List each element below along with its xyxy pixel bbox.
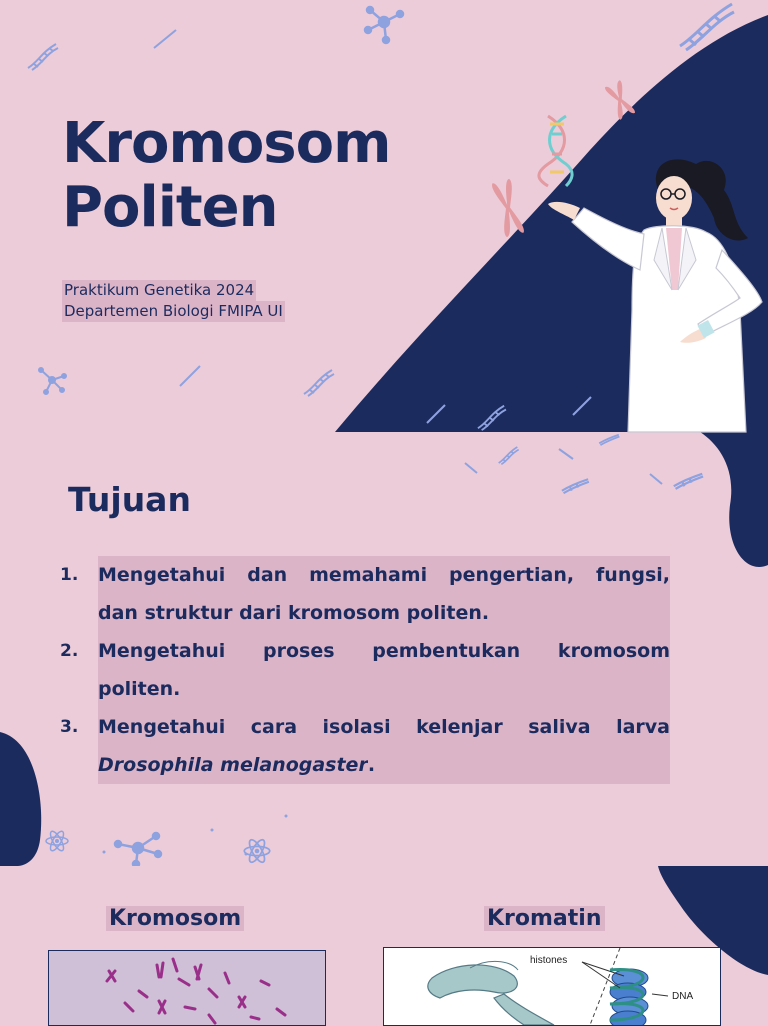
decorative-dash <box>150 26 180 52</box>
objective-3-period: . <box>367 754 376 776</box>
objective-text <box>98 632 670 708</box>
kromosom-caption-wrap <box>106 906 244 931</box>
objective-item-2 <box>60 632 670 708</box>
decorative-dna-icon <box>474 402 508 432</box>
decorative-dna-icon <box>672 470 704 490</box>
objective-text <box>98 708 670 784</box>
decorative-dna-icon <box>24 38 60 74</box>
objective-2-line-1: Mengetahui proses pembentukan kromosom <box>98 640 670 662</box>
objective-3-species: Drosophila melanogaster <box>98 754 368 776</box>
page-title <box>62 112 390 240</box>
chromatin-structure-image <box>384 948 720 1025</box>
kromosom-micrograph <box>48 950 326 1026</box>
decorative-dash <box>648 472 664 486</box>
decorative-dash <box>462 460 480 476</box>
title-line-1: Kromosom <box>62 111 391 176</box>
decorative-dash <box>176 362 204 390</box>
scientist-illustration <box>536 110 768 434</box>
subtitle-course: Praktikum Genetika 2024 <box>64 281 255 299</box>
chromosome-icon <box>486 178 530 238</box>
decorative-dots <box>96 810 296 860</box>
tujuan-heading: Tujuan <box>68 480 191 519</box>
objectives-list <box>60 556 670 784</box>
objective-number: 2. <box>60 641 79 661</box>
subtitle-department: Departemen Biologi FMIPA UI <box>64 302 283 320</box>
decorative-dash <box>424 402 448 426</box>
decorative-atom-icon <box>44 828 70 854</box>
decorative-dna-icon <box>300 364 336 400</box>
objective-1-line-1: Mengetahui dan memahami pengertian, fungsi, <box>98 564 670 586</box>
decorative-dash <box>556 446 576 462</box>
decorative-dna-icon <box>496 444 520 466</box>
decorative-molecule-icon <box>360 0 408 48</box>
dna-label: DNA <box>672 991 694 1002</box>
kromatin-caption: Kromatin <box>484 906 605 931</box>
decorative-dna-icon <box>676 0 736 52</box>
objective-text <box>98 556 670 632</box>
decorative-molecule-icon <box>36 364 68 396</box>
objective-number: 1. <box>60 565 79 585</box>
objective-item-3 <box>60 708 670 784</box>
histones-label: histones <box>530 955 568 966</box>
subtitle <box>62 280 285 322</box>
kromosom-caption: Kromosom <box>106 906 244 931</box>
objective-number: 3. <box>60 717 79 737</box>
chromosome-spread-image <box>49 951 325 1025</box>
objective-3-line-1: Mengetahui cara isolasi kelenjar saliva larva <box>98 716 670 738</box>
decorative-dna-icon <box>560 476 590 494</box>
kromatin-caption-wrap <box>484 906 605 931</box>
title-line-2: Politen <box>62 175 278 240</box>
objective-2-line-2: politen. <box>98 678 181 700</box>
objective-1-line-2: dan struktur dari kromosom politen. <box>98 602 490 624</box>
objective-item-1 <box>60 556 670 632</box>
kromatin-diagram <box>383 947 721 1026</box>
